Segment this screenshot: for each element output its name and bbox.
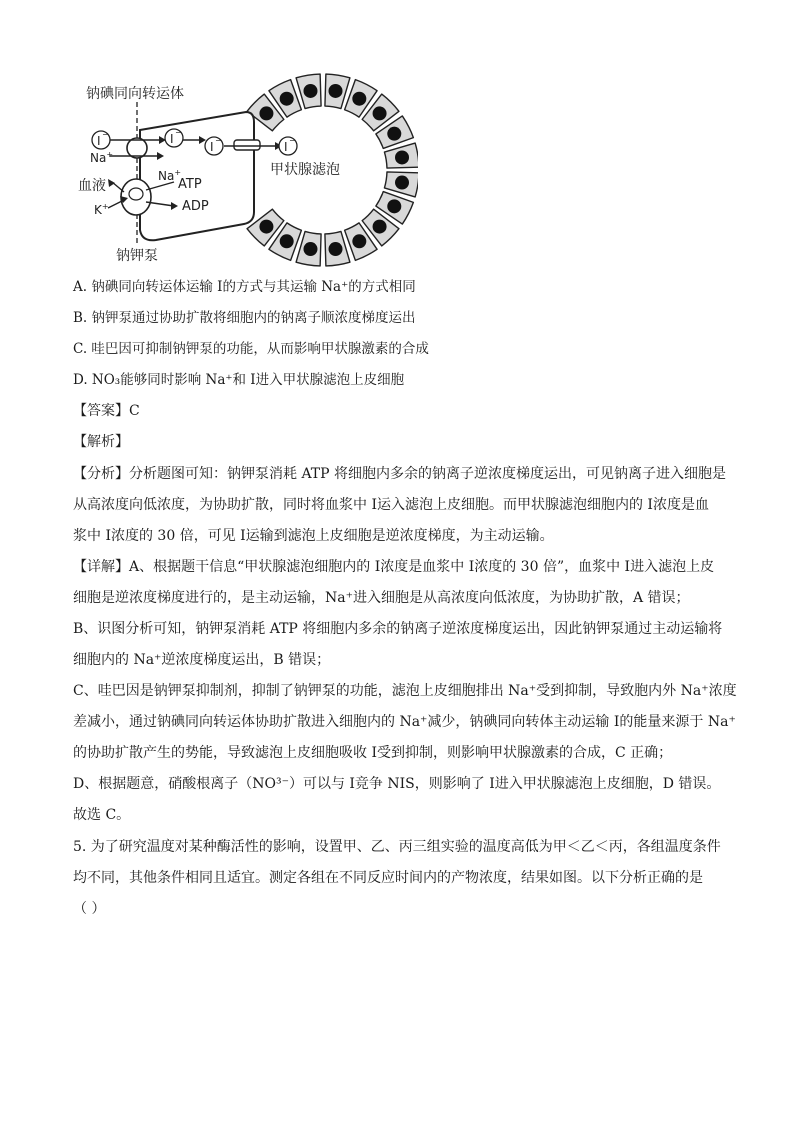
follicle-nucleus	[259, 106, 273, 120]
thyroid-transport-figure	[78, 62, 418, 272]
option-d: D. NO₃能够同时影响 Na⁺和 I进入甲状腺滤泡上皮细胞	[73, 372, 405, 388]
xiangjie-line-9: 故选 C。	[73, 807, 131, 823]
follicle-nucleus	[352, 92, 366, 106]
xiangjie-line-6: 差减小，通过钠碘同向转运体协助扩散进入细胞内的 Na⁺减少，钠碘同向转体主动运输 I的能量来源于 Na⁺	[73, 714, 736, 730]
svg-text:−: −	[175, 128, 182, 137]
follicle-nucleus	[387, 199, 401, 213]
xiangjie-line-8: D、根据题意，硝酸根离子（NO³⁻）可以与 I竞争 NIS，则影响了 I进入甲状腺滤泡上皮细胞，D 错误。	[73, 776, 721, 792]
option-a: A. 钠碘同向转运体运输 I的方式与其运输 Na⁺的方式相同	[73, 279, 416, 295]
follicle-nucleus	[303, 242, 317, 256]
follicle-nucleus	[373, 106, 387, 120]
iodide-circle-4	[279, 136, 297, 155]
svg-text:I: I	[284, 140, 288, 154]
na-label-top: Na+	[90, 150, 114, 165]
fenxi-line-1	[73, 465, 726, 483]
svg-text:I: I	[170, 132, 174, 146]
xiangjie-line-4: 细胞内的 Na⁺逆浓度梯度运出，B 错误；	[73, 652, 331, 668]
xiangjie-line-3: B、识图分析可知，钠钾泵消耗 ATP 将细胞内多余的钠离子逆浓度梯度运出，因此钠钾泵通过主动运输将	[73, 621, 723, 637]
answer-tag: 【答案】	[73, 403, 129, 419]
follicle-nucleus	[259, 220, 273, 234]
xiangjie-line-1	[73, 558, 714, 576]
svg-text:−: −	[289, 136, 296, 145]
svg-text:I: I	[210, 140, 214, 154]
xiangjie-text-1: A、根据题干信息“甲状腺滤泡细胞内的 I浓度是血浆中 I浓度的 30 倍”，血浆中 I进入滤泡上皮	[129, 559, 715, 575]
follicle-nucleus	[352, 234, 366, 248]
fenxi-line-3: 浆中 I浓度的 30 倍，可见 I运输到滤泡上皮细胞是逆浓度梯度，为主动运输。	[73, 528, 554, 544]
follicle-nucleus	[387, 127, 401, 141]
adp-label: ADP	[182, 199, 209, 214]
follicle-nucleus	[395, 150, 409, 164]
svg-text:−: −	[102, 130, 109, 139]
analysis-tag: 【解析】	[73, 434, 129, 450]
question5-line-1: 5. 为了研究温度对某种酶活性的影响，设置甲、乙、丙三组实验的温度高低为甲＜乙＜丙，各组温度条件	[73, 839, 721, 855]
answer-value: C	[129, 403, 140, 419]
symporter-shape	[127, 138, 147, 158]
follicle-nucleus	[395, 176, 409, 190]
blood-label: 血液	[78, 178, 106, 194]
fenxi-text-1: 分析题图可知：钠钾泵消耗 ATP 将细胞内多余的钠离子逆浓度梯度运出，可见钠离子进入细胞是	[129, 466, 727, 482]
follicle-nucleus	[303, 84, 317, 98]
xiangjie-line-2: 细胞是逆浓度梯度进行的，是主动运输，Na⁺进入细胞是从高浓度向低浓度，为协助扩散，A 错误；	[73, 590, 690, 606]
pump-label: 钠钾泵	[116, 248, 158, 264]
xiangjie-tag: 【详解】	[73, 559, 129, 575]
iodide-circle-2	[165, 128, 183, 147]
iodide-circle-3	[205, 136, 223, 155]
follicle-nucleus	[280, 92, 294, 106]
xiangjie-line-7: 的协助扩散产生的势能，导致滤泡上皮细胞吸收 I受到抑制，则影响甲状腺激素的合成，C 正确；	[73, 745, 673, 761]
symporter-label: 钠碘同向转运体	[86, 86, 184, 102]
k-label: K+	[94, 202, 109, 217]
follicle-nucleus	[329, 242, 343, 256]
option-b: B. 钠钾泵通过协助扩散将细胞内的钠离子顺浓度梯度运出	[73, 310, 416, 326]
atp-label: ATP	[178, 177, 202, 192]
na-label-pump: Na+	[158, 168, 182, 183]
fenxi-line-2: 从高浓度向低浓度，为协助扩散，同时将血浆中 I运入滤泡上皮细胞。而甲状腺滤泡细胞内的 I浓度是血	[73, 497, 709, 513]
svg-text:−: −	[215, 136, 222, 145]
pump-inner	[129, 188, 143, 200]
channel-box	[234, 140, 260, 150]
question5-line-3: （ ）	[73, 901, 106, 917]
follicle-nucleus	[280, 234, 294, 248]
answer-line	[73, 402, 140, 420]
svg-text:I: I	[97, 134, 101, 148]
xiangjie-line-5: C、哇巴因是钠钾泵抑制剂，抑制了钠钾泵的功能，滤泡上皮细胞排出 Na⁺受到抑制，导致胞内外 Na⁺浓度	[73, 683, 737, 699]
follicle-label: 甲状腺滤泡	[270, 162, 340, 178]
follicle-nucleus	[329, 84, 343, 98]
fenxi-tag: 【分析】	[73, 466, 129, 482]
question5-line-2: 均不同，其他条件相同且适宜。测定各组在不同反应时间内的产物浓度，结果如图。以下分析正确的是	[73, 870, 703, 886]
follicle-nucleus	[373, 220, 387, 234]
iodide-circle-1	[92, 130, 110, 149]
option-c: C. 哇巴因可抑制钠钾泵的功能，从而影响甲状腺激素的合成	[73, 341, 429, 357]
